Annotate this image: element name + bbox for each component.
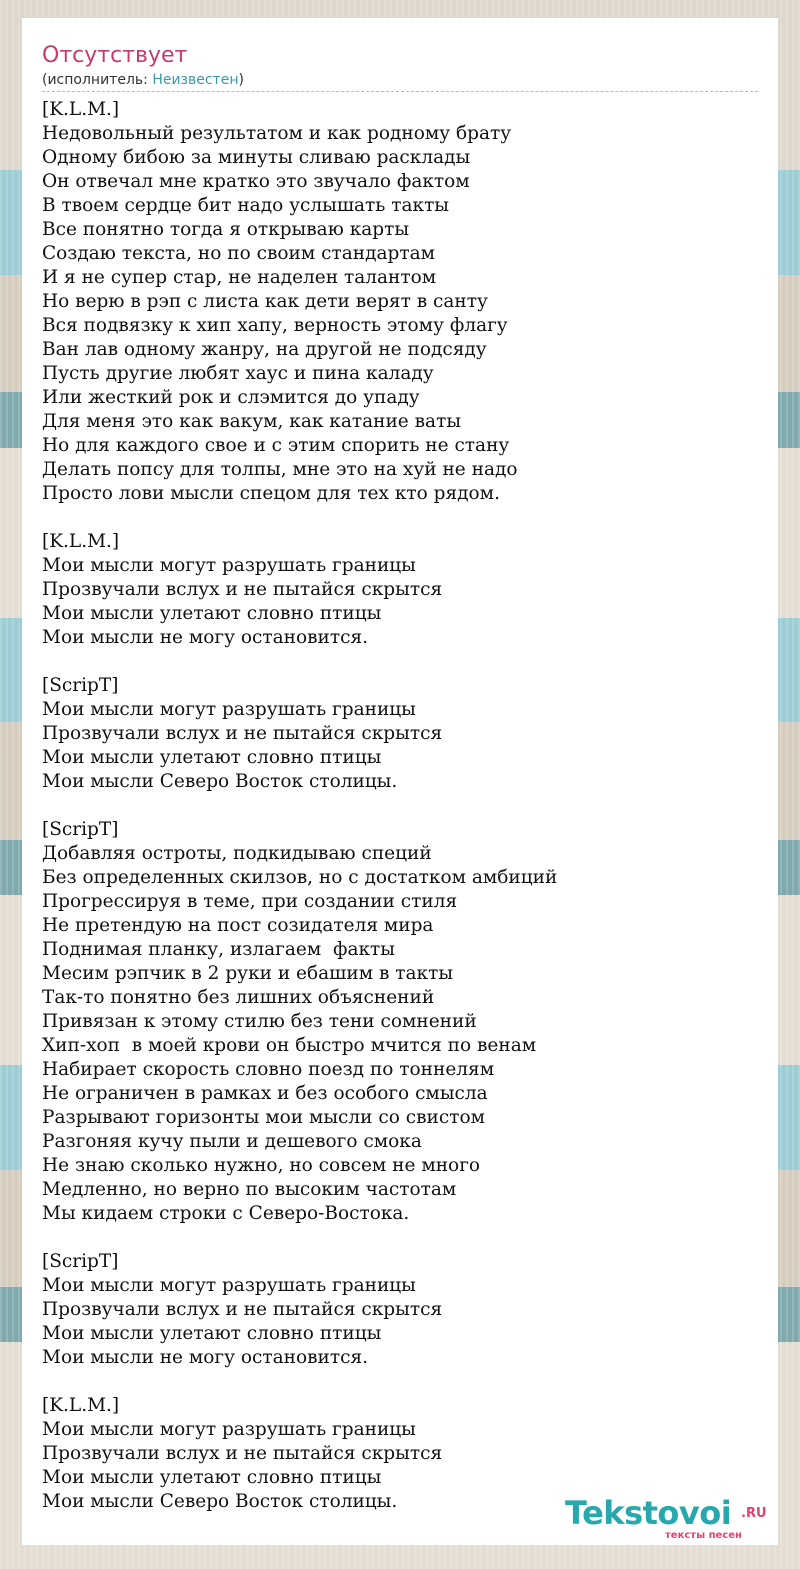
lyric-line: Прогрессируя в теме, при создании стиля	[42, 891, 458, 912]
artist-line	[42, 71, 758, 89]
lyric-line: Разрывают горизонты мои мысли со свистом	[42, 1107, 485, 1128]
lyric-line: Мои мысли не могу остановится.	[42, 1347, 368, 1368]
lyric-line: [K.L.M.]	[42, 1395, 120, 1416]
lyric-line: Мои мысли могут разрушать границы	[42, 699, 416, 720]
logo-tld: .RU	[741, 1506, 767, 1521]
lyric-line: Мои мысли улетают словно птицы	[42, 1467, 382, 1488]
lyric-blank-line	[42, 1370, 758, 1394]
lyric-line: Создаю текста, но по своим стандартам	[42, 243, 436, 264]
lyric-line: Но для каждого свое и с этим спорить не стану	[42, 435, 510, 456]
lyric-blank-line	[42, 794, 758, 818]
lyric-line: Он отвечал мне кратко это звучало фактом	[42, 171, 470, 192]
lyric-line: Для меня это как вакум, как катание ваты	[42, 411, 462, 432]
lyric-line: Мои мысли могут разрушать границы	[42, 1275, 416, 1296]
lyric-line: Все понятно тогда я открываю карты	[42, 219, 410, 240]
lyric-line: Или жесткий рок и слэмится до упаду	[42, 387, 420, 408]
lyric-line: [K.L.M.]	[42, 531, 120, 552]
artist-prefix: (исполнитель:	[42, 72, 153, 88]
lyric-line: Мои мысли улетают словно птицы	[42, 1323, 382, 1344]
title-divider	[42, 91, 758, 92]
lyric-line: Без определенных скилзов, но с достатком амбиций	[42, 867, 558, 888]
artist-link[interactable]: Неизвестен	[152, 72, 239, 88]
lyric-line: [ScripT]	[42, 819, 119, 840]
site-logo[interactable]	[565, 1496, 770, 1548]
logo-name: Tekstovoi	[565, 1494, 732, 1532]
lyric-line: Мои мысли улетают словно птицы	[42, 603, 382, 624]
lyric-line: Мои мысли Северо Восток столицы.	[42, 771, 398, 792]
lyric-line: И я не супер стар, не наделен талантом	[42, 267, 437, 288]
lyric-line: Не претендую на пост созидателя мира	[42, 915, 434, 936]
lyric-line: Поднимая планку, излагаем факты	[42, 939, 395, 960]
lyric-line: Недовольный результатом и как родному брату	[42, 123, 512, 144]
lyric-line: Мои мысли не могу остановится.	[42, 627, 368, 648]
lyric-line: Прозвучали вслух и не пытайся скрытся	[42, 1299, 443, 1320]
lyric-line: Месим рэпчик в 2 руки и ебашим в такты	[42, 963, 454, 984]
lyric-blank-line	[42, 506, 758, 530]
lyric-line: Пусть другие любят хаус и пина каладу	[42, 363, 434, 384]
lyric-line: Делать попсу для толпы, мне это на хуй не надо	[42, 459, 518, 480]
lyric-line: Добавляя остроты, подкидываю специй	[42, 843, 432, 864]
lyric-line: Привязан к этому стилю без тени сомнений	[42, 1011, 477, 1032]
lyric-line: Прозвучали вслух и не пытайся скрытся	[42, 1443, 443, 1464]
lyric-line: Вся подвязку к хип хапу, верность этому флагу	[42, 315, 508, 336]
lyric-line: Прозвучали вслух и не пытайся скрытся	[42, 579, 443, 600]
lyric-line: Просто лови мысли спецом для тех кто рядом.	[42, 483, 500, 504]
lyrics-text	[42, 98, 758, 1514]
lyric-line: Разгоняя кучу пыли и дешевого смока	[42, 1131, 422, 1152]
lyric-line: Медленно, но верно по высоким частотам	[42, 1179, 457, 1200]
lyric-line: Мои мысли улетают словно птицы	[42, 747, 382, 768]
lyric-line: Не ограничен в рамках и без особого смысла	[42, 1083, 488, 1104]
lyric-blank-line	[42, 1226, 758, 1250]
lyric-line: Мои мысли могут разрушать границы	[42, 1419, 416, 1440]
lyric-line: Набирает скорость словно поезд по тоннелям	[42, 1059, 495, 1080]
lyrics-card	[22, 18, 778, 1545]
logo-tagline: тексты песен	[665, 1530, 742, 1541]
lyric-line: [K.L.M.]	[42, 99, 120, 120]
lyric-line: В твоем сердце бит надо услышать такты	[42, 195, 450, 216]
lyric-line: [ScripT]	[42, 1251, 119, 1272]
lyric-line: Хип-хоп в моей крови он быстро мчится по венам	[42, 1035, 537, 1056]
lyric-line: Не знаю сколько нужно, но совсем не много	[42, 1155, 481, 1176]
lyric-line: Так-то понятно без лишних объяснений	[42, 987, 435, 1008]
lyric-line: Прозвучали вслух и не пытайся скрытся	[42, 723, 443, 744]
lyric-line: Одному бибою за минуты сливаю расклады	[42, 147, 471, 168]
artist-suffix: )	[238, 72, 244, 88]
song-title: Отсутствует	[42, 43, 188, 68]
lyric-line: Ван лав одному жанру, на другой не подсяду	[42, 339, 487, 360]
lyric-line: Мои мысли Северо Восток столицы.	[42, 1491, 398, 1512]
lyric-line: Мы кидаем строки с Северо-Востока.	[42, 1203, 410, 1224]
lyric-line: Мои мысли могут разрушать границы	[42, 555, 416, 576]
lyric-line: Но верю в рэп с листа как дети верят в санту	[42, 291, 488, 312]
lyric-blank-line	[42, 650, 758, 674]
lyric-line: [ScripT]	[42, 675, 119, 696]
